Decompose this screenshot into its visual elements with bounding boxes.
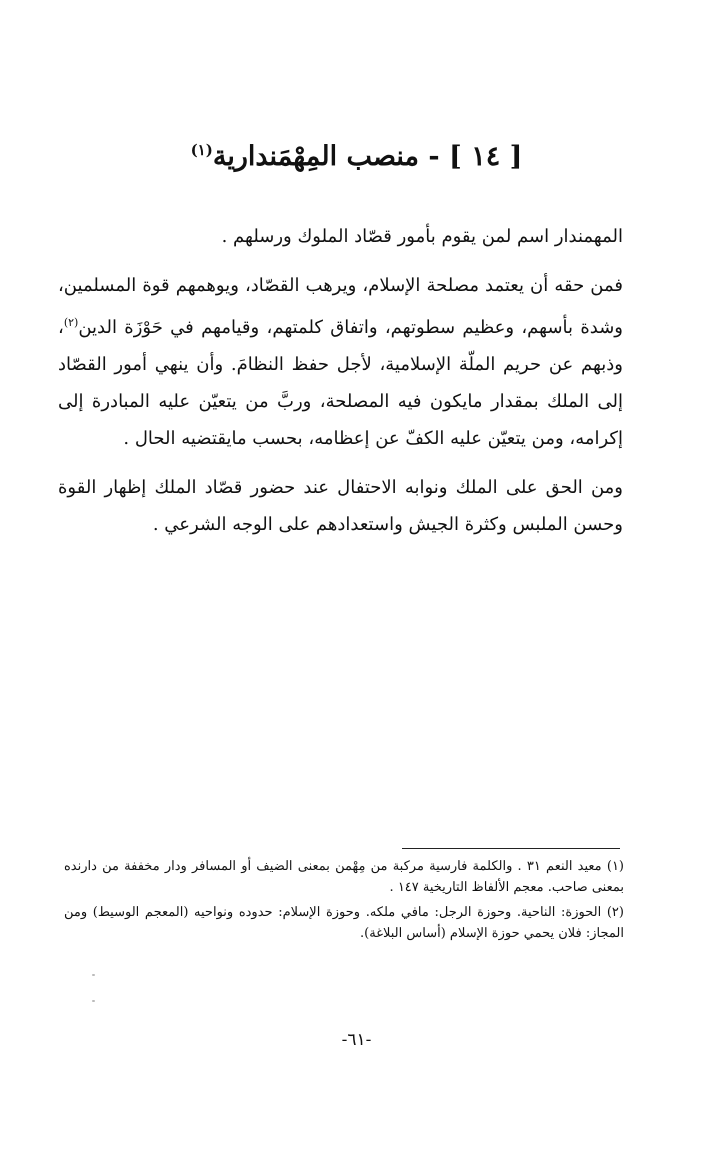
footnote-ref: (١)	[190, 141, 213, 159]
paragraph	[58, 267, 623, 457]
page-number: -٦١-	[341, 1030, 372, 1050]
footnotes	[64, 856, 624, 948]
paragraph-text: فمن حقه أن يعتمد مصلحة الإسلام، ويرهب القصّاد، ويوهمهم قوة المسلمين، وشدة بأسهم، وعظيم سطوتهم، واتفاق كلمتهم، وقيامهم في حَوْزَة الدين	[58, 275, 623, 338]
chapter-title	[60, 128, 653, 179]
footnote-divider	[402, 848, 620, 849]
chapter-title-text: منصب المِهْمَندارية	[212, 141, 420, 172]
paragraph: ومن الحق على الملك ونوابه الاحتفال عند حضور قصّاد الملك إظهار القوة وحسن الملبس وكثرة الجيش واستعدادهم على الوجه الشرعي .	[58, 477, 623, 535]
footnote-marker: (٢)	[606, 905, 624, 920]
footnote	[64, 856, 624, 898]
footnote-marker: (١)	[606, 859, 624, 874]
chapter-number: [ ١٤ ] -	[419, 141, 523, 172]
footnote-ref: (٢)	[63, 316, 79, 329]
paragraph: المهمندار اسم لمن يقوم بأمور قصّاد الملوك ورسلهم .	[221, 226, 623, 247]
body-text	[58, 218, 623, 555]
footnote	[64, 902, 624, 944]
footnote-text: معيد النعم ٣١ . والكلمة فارسية مركبة من مِهْمن بمعنى الضيف أو المسافر ودار مخففة من دارنده بمعنى صاحب. معجم الألفاظ التاريخية ١٤٧ .	[64, 859, 624, 895]
paragraph-text: ، وذبهم عن حريم الملّة الإسلامية، لأجل حفظ النظامَ. وأن ينهي أمور القصّاد إلى الملك بمقدار مايكون فيه المصلحة، وربَّ من يتعيّن عليه المبادرة إلى إكرامه، ومن يتعيّن عليه الكفّ عن إعظامه، بحسب مايقتضيه الحال .	[58, 317, 623, 449]
scan-speck	[92, 974, 95, 976]
footnote-text: الحوزة: الناحية. وحوزة الرجل: مافي ملكه. وحوزة الإسلام: حدوده ونواحيه (المعجم الوسيط) ومن المجاز: فلان يحمي حوزة الإسلام (أساس البلاغة).	[64, 905, 624, 941]
scan-speck	[92, 1000, 95, 1002]
